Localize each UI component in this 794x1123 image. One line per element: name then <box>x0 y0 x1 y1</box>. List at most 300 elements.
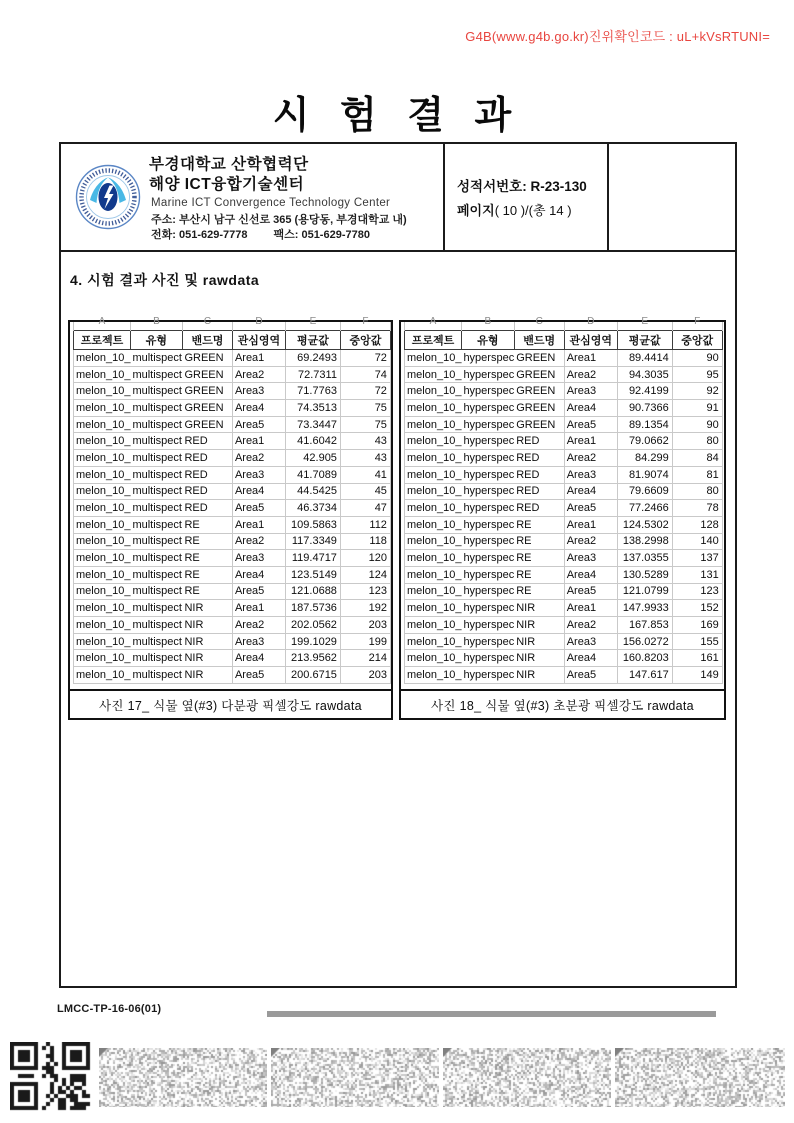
table-cell: melon_10_ <box>405 416 462 433</box>
table-cell: hyperspec <box>461 583 514 600</box>
table-cell: 137 <box>672 550 722 567</box>
table-cell: GREEN <box>182 350 232 367</box>
table-cell: multispect <box>130 600 182 617</box>
table-cell: 81 <box>672 466 722 483</box>
table-cell: 90.7366 <box>617 400 672 417</box>
table-row <box>74 667 391 684</box>
table-cell: hyperspec <box>461 366 514 383</box>
table-cell: melon_10_ <box>74 533 131 550</box>
table-cell: GREEN <box>514 366 564 383</box>
table-cell: NIR <box>514 667 564 684</box>
table-cell: 123 <box>672 583 722 600</box>
table-cell: multispect <box>130 500 182 517</box>
table-cell: 43 <box>340 450 390 467</box>
table-cell: Area1 <box>232 350 285 367</box>
table-cell: 117.3349 <box>285 533 340 550</box>
table-cell: 199.1029 <box>285 633 340 650</box>
table-cell: melon_10_ <box>74 500 131 517</box>
table-cell: Area5 <box>564 583 617 600</box>
table-cell: 72.7311 <box>285 366 340 383</box>
table-cell: melon_10_ <box>405 500 462 517</box>
noise-strip <box>615 1048 785 1107</box>
page-title: 시 험 결 과 <box>272 95 522 137</box>
table-cell: multispect <box>130 416 182 433</box>
table-cell: 92 <box>672 383 722 400</box>
table-cell: 81.9074 <box>617 466 672 483</box>
report-number-cell <box>445 144 609 250</box>
table-cell: 155 <box>672 633 722 650</box>
table-cell: melon_10_ <box>405 516 462 533</box>
table-cell: melon_10_ <box>405 633 462 650</box>
table-row <box>405 566 723 583</box>
table-cell: 202.0562 <box>285 617 340 634</box>
table-cell: RED <box>182 500 232 517</box>
table-cell: hyperspec <box>461 400 514 417</box>
table-cell: melon_10_ <box>405 400 462 417</box>
table-cell: melon_10_ <box>74 466 131 483</box>
table-cell: Area1 <box>232 433 285 450</box>
table-cell: NIR <box>514 617 564 634</box>
table-cell: 214 <box>340 650 390 667</box>
table-cell: 69.2493 <box>285 350 340 367</box>
footer-gray-bar <box>267 1011 716 1017</box>
table-cell: melon_10_ <box>74 600 131 617</box>
table-cell: 161 <box>672 650 722 667</box>
table-cell: hyperspec <box>461 566 514 583</box>
table-row <box>405 400 723 417</box>
table-cell: Area4 <box>564 400 617 417</box>
column-header: 프로젝트 <box>405 331 462 350</box>
table-cell: melon_10_ <box>405 650 462 667</box>
table-row <box>405 416 723 433</box>
table-cell: NIR <box>182 667 232 684</box>
verification-code-text: G4B(www.g4b.go.kr)진위확인코드 : uL+kVsRTUNI= <box>465 29 770 44</box>
table-cell: Area5 <box>564 500 617 517</box>
table-cell: RED <box>514 466 564 483</box>
table-cell: RED <box>514 483 564 500</box>
table-cell: Area1 <box>232 600 285 617</box>
table-cell: 137.0355 <box>617 550 672 567</box>
table-cell: 213.9562 <box>285 650 340 667</box>
table-row <box>74 433 391 450</box>
table-cell: NIR <box>514 650 564 667</box>
table-cell: melon_10_ <box>74 350 131 367</box>
table-row <box>74 383 391 400</box>
column-letter: C <box>182 322 232 331</box>
table-cell: hyperspec <box>461 650 514 667</box>
table-row <box>405 500 723 517</box>
noise-strip <box>99 1048 267 1107</box>
column-header: 중앙값 <box>340 331 390 350</box>
table-cell: Area2 <box>232 533 285 550</box>
table-cell: 123 <box>340 583 390 600</box>
table-cell: 167.853 <box>617 617 672 634</box>
table-cell: GREEN <box>182 366 232 383</box>
table-cell: hyperspec <box>461 617 514 634</box>
table-cell: Area3 <box>564 550 617 567</box>
table-cell: hyperspec <box>461 350 514 367</box>
org-name-kr-2: 해양 ICT융합기술센터 <box>149 175 305 193</box>
table-cell: NIR <box>514 600 564 617</box>
table-cell: 90 <box>672 416 722 433</box>
footer-doc-code: LMCC-TP-16-06(01) <box>57 1003 162 1015</box>
table-cell: hyperspec <box>461 483 514 500</box>
page-number <box>457 200 607 219</box>
table-row <box>405 600 723 617</box>
table-cell: Area2 <box>564 533 617 550</box>
table-cell: multispect <box>130 483 182 500</box>
table-row <box>74 450 391 467</box>
table-cell: 123.5149 <box>285 566 340 583</box>
table-cell: Area1 <box>232 516 285 533</box>
table-cell: 72 <box>340 383 390 400</box>
table-cell: 41.6042 <box>285 433 340 450</box>
table-row <box>74 550 391 567</box>
table-cell: Area2 <box>232 450 285 467</box>
org-name-kr-1: 부경대학교 산학협력단 <box>149 156 309 173</box>
column-header: 유형 <box>130 331 182 350</box>
table-cell: 124.5302 <box>617 516 672 533</box>
table-cell: Area5 <box>564 667 617 684</box>
table-cell: Area3 <box>232 383 285 400</box>
table-cell: 84.299 <box>617 450 672 467</box>
table-row <box>405 516 723 533</box>
table-cell: 156.0272 <box>617 633 672 650</box>
table-cell: GREEN <box>514 416 564 433</box>
section-heading: 4. 시험 결과 사진 및 rawdata <box>70 272 260 288</box>
table-cell: NIR <box>182 600 232 617</box>
table-cell: 147.617 <box>617 667 672 684</box>
table-cell: melon_10_ <box>405 600 462 617</box>
table-cell: melon_10_ <box>74 483 131 500</box>
table-row <box>74 483 391 500</box>
table-caption: 사진 17_ 식물 옆(#3) 다분광 픽셀강도 rawdata <box>70 689 391 718</box>
table-cell: melon_10_ <box>74 583 131 600</box>
table-cell: Area1 <box>564 433 617 450</box>
table-cell: hyperspec <box>461 550 514 567</box>
table-cell: 89.4414 <box>617 350 672 367</box>
table-cell: Area1 <box>564 350 617 367</box>
table-cell: Area5 <box>232 583 285 600</box>
table-row <box>74 617 391 634</box>
table-cell: 199 <box>340 633 390 650</box>
table-cell: 124 <box>340 566 390 583</box>
table-cell: GREEN <box>514 383 564 400</box>
table-cell: hyperspec <box>461 600 514 617</box>
table-cell: RE <box>182 516 232 533</box>
org-name-en: Marine ICT Convergence Technology Center <box>151 196 391 209</box>
table-cell: melon_10_ <box>405 667 462 684</box>
table-cell: melon_10_ <box>405 550 462 567</box>
column-header: 평균값 <box>285 331 340 350</box>
column-header: 관심영역 <box>232 331 285 350</box>
table-row <box>405 633 723 650</box>
table-cell: multispect <box>130 550 182 567</box>
table-cell: melon_10_ <box>405 433 462 450</box>
table-cell: multispect <box>130 533 182 550</box>
table-cell: GREEN <box>182 400 232 417</box>
spreadsheet-table <box>404 316 723 684</box>
table-cell: melon_10_ <box>74 400 131 417</box>
table-cell: Area2 <box>564 366 617 383</box>
table-cell: 112 <box>340 516 390 533</box>
table-cell: 71.7763 <box>285 383 340 400</box>
table-cell: Area5 <box>232 500 285 517</box>
table-row <box>405 366 723 383</box>
table-cell: 169 <box>672 617 722 634</box>
column-letter: B <box>130 322 182 331</box>
table-cell: multispect <box>130 400 182 417</box>
table-cell: 72 <box>340 350 390 367</box>
column-letter: E <box>285 322 340 331</box>
excel-screenshot <box>73 316 391 684</box>
table-cell: 84 <box>672 450 722 467</box>
column-header: 유형 <box>461 331 514 350</box>
table-cell: melon_10_ <box>74 366 131 383</box>
table-cell: melon_10_ <box>74 667 131 684</box>
table-cell: hyperspec <box>461 433 514 450</box>
table-cell: 74.3513 <box>285 400 340 417</box>
table-row <box>74 416 391 433</box>
org-address: 주소: 부산시 남구 신선로 365 (용당동, 부경대학교 내) <box>151 213 407 226</box>
table-row <box>74 466 391 483</box>
table-cell: multispect <box>130 466 182 483</box>
table-cell: melon_10_ <box>405 366 462 383</box>
column-header: 관심영역 <box>564 331 617 350</box>
table-cell: 118 <box>340 533 390 550</box>
column-letter: D <box>564 322 617 331</box>
table-cell: NIR <box>182 633 232 650</box>
table-row <box>405 583 723 600</box>
table-row <box>405 466 723 483</box>
table-cell: 187.5736 <box>285 600 340 617</box>
table-cell: Area1 <box>564 600 617 617</box>
table-cell: hyperspec <box>461 450 514 467</box>
table-cell: Area3 <box>232 466 285 483</box>
table-cell: melon_10_ <box>405 450 462 467</box>
table-cell: 92.4199 <box>617 383 672 400</box>
org-cell <box>61 144 445 250</box>
report-header <box>61 144 735 252</box>
table-cell: 74 <box>340 366 390 383</box>
column-letter: E <box>617 322 672 331</box>
report-frame <box>59 142 737 988</box>
table-cell: 192 <box>340 600 390 617</box>
table-cell: multispect <box>130 650 182 667</box>
table-cell: Area3 <box>232 633 285 650</box>
table-cell: melon_10_ <box>405 466 462 483</box>
table-cell: Area4 <box>232 483 285 500</box>
table-cell: NIR <box>182 617 232 634</box>
table-cell: RE <box>514 516 564 533</box>
table-cell: melon_10_ <box>74 516 131 533</box>
table-cell: 79.6609 <box>617 483 672 500</box>
table-cell: RED <box>182 450 232 467</box>
table-row <box>74 533 391 550</box>
table-cell: Area3 <box>564 383 617 400</box>
table-row <box>405 383 723 400</box>
table-cell: multispect <box>130 366 182 383</box>
table-cell: melon_10_ <box>405 350 462 367</box>
table-cell: multispect <box>130 433 182 450</box>
table-row <box>405 650 723 667</box>
column-header: 중앙값 <box>672 331 722 350</box>
table-cell: melon_10_ <box>74 383 131 400</box>
report-number: 성적서번호: R-23-130 <box>457 179 587 194</box>
column-letter: B <box>461 322 514 331</box>
table-cell: 95 <box>672 366 722 383</box>
table-cell: RE <box>182 583 232 600</box>
table-cell: 128 <box>672 516 722 533</box>
table-cell: multispect <box>130 617 182 634</box>
column-header: 평균값 <box>617 331 672 350</box>
table-cell: Area2 <box>564 617 617 634</box>
table-cell: 119.4717 <box>285 550 340 567</box>
table-cell: hyperspec <box>461 516 514 533</box>
table-cell: 78 <box>672 500 722 517</box>
org-fax: 팩스: 051-629-7780 <box>273 229 370 242</box>
table-cell: melon_10_ <box>405 583 462 600</box>
table-cell: hyperspec <box>461 633 514 650</box>
table-cell: Area4 <box>232 400 285 417</box>
table-cell: 203 <box>340 617 390 634</box>
table-cell: melon_10_ <box>74 566 131 583</box>
qr-code <box>10 1042 92 1112</box>
table-cell: Area4 <box>564 566 617 583</box>
table-cell: 121.0799 <box>617 583 672 600</box>
table-cell: Area3 <box>564 466 617 483</box>
table-cell: 160.8203 <box>617 650 672 667</box>
table-cell: multispect <box>130 633 182 650</box>
table-cell: GREEN <box>182 383 232 400</box>
table-cell: 131 <box>672 566 722 583</box>
column-letter: D <box>232 322 285 331</box>
table-cell: melon_10_ <box>74 433 131 450</box>
table-cell: RED <box>514 450 564 467</box>
table-cell: 200.6715 <box>285 667 340 684</box>
column-letter: F <box>340 322 390 331</box>
table-cell: Area5 <box>232 667 285 684</box>
table-cell: hyperspec <box>461 533 514 550</box>
table-cell: 80 <box>672 433 722 450</box>
table-row <box>405 433 723 450</box>
table-cell: Area5 <box>564 416 617 433</box>
university-logo-icon <box>75 164 141 230</box>
table-row <box>405 533 723 550</box>
table-row <box>74 583 391 600</box>
table-cell: 75 <box>340 416 390 433</box>
table-cell: melon_10_ <box>405 617 462 634</box>
table-row <box>74 400 391 417</box>
noise-strip <box>443 1048 611 1107</box>
table-cell: melon_10_ <box>74 650 131 667</box>
table-cell: melon_10_ <box>74 416 131 433</box>
column-header: 밴드명 <box>514 331 564 350</box>
table-cell: Area3 <box>564 633 617 650</box>
table-cell: melon_10_ <box>74 450 131 467</box>
excel-screenshot <box>404 316 723 684</box>
rawdata-table-hyperspectral <box>399 316 726 720</box>
table-caption: 사진 18_ 식물 옆(#3) 초분광 픽셀강도 rawdata <box>401 689 724 718</box>
org-phone: 전화: 051-629-7778 <box>151 229 248 242</box>
table-cell: GREEN <box>182 416 232 433</box>
table-cell: GREEN <box>514 350 564 367</box>
table-row <box>74 650 391 667</box>
table-cell: NIR <box>514 633 564 650</box>
table-cell: melon_10_ <box>74 633 131 650</box>
table-cell: melon_10_ <box>405 383 462 400</box>
table-cell: 203 <box>340 667 390 684</box>
table-cell: multispect <box>130 350 182 367</box>
table-cell: 46.3734 <box>285 500 340 517</box>
table-cell: 130.5289 <box>617 566 672 583</box>
table-cell: Area4 <box>564 483 617 500</box>
table-row <box>74 516 391 533</box>
table-row <box>405 483 723 500</box>
table-cell: multispect <box>130 667 182 684</box>
table-cell: multispect <box>130 450 182 467</box>
column-letter: A <box>74 322 131 331</box>
table-cell: 120 <box>340 550 390 567</box>
table-cell: 94.3035 <box>617 366 672 383</box>
org-info <box>149 156 439 242</box>
table-cell: melon_10_ <box>405 483 462 500</box>
table-cell: 80 <box>672 483 722 500</box>
table-cell: 73.3447 <box>285 416 340 433</box>
table-cell: RED <box>514 500 564 517</box>
table-cell: multispect <box>130 583 182 600</box>
table-cell: 41 <box>340 466 390 483</box>
table-cell: Area2 <box>232 366 285 383</box>
table-cell: hyperspec <box>461 416 514 433</box>
table-cell: RE <box>182 550 232 567</box>
table-row <box>405 450 723 467</box>
table-cell: NIR <box>182 650 232 667</box>
table-cell: melon_10_ <box>74 617 131 634</box>
table-cell: 44.5425 <box>285 483 340 500</box>
table-cell: GREEN <box>514 400 564 417</box>
table-row <box>74 633 391 650</box>
table-cell: RE <box>514 566 564 583</box>
column-letter: F <box>672 322 722 331</box>
table-row <box>405 667 723 684</box>
table-cell: hyperspec <box>461 500 514 517</box>
table-cell: 47 <box>340 500 390 517</box>
page-number-label: 페이지 <box>457 203 495 218</box>
table-cell: RED <box>182 483 232 500</box>
table-cell: 140 <box>672 533 722 550</box>
table-cell: RED <box>514 433 564 450</box>
table-cell: 121.0688 <box>285 583 340 600</box>
table-cell: 152 <box>672 600 722 617</box>
table-cell: multispect <box>130 516 182 533</box>
table-cell: Area4 <box>564 650 617 667</box>
table-cell: 89.1354 <box>617 416 672 433</box>
table-cell: Area3 <box>232 550 285 567</box>
table-cell: multispect <box>130 566 182 583</box>
table-row <box>74 366 391 383</box>
table-row <box>405 550 723 567</box>
table-cell: 149 <box>672 667 722 684</box>
table-cell: 42.905 <box>285 450 340 467</box>
table-cell: melon_10_ <box>405 566 462 583</box>
table-cell: hyperspec <box>461 383 514 400</box>
table-cell: melon_10_ <box>74 550 131 567</box>
table-cell: 41.7089 <box>285 466 340 483</box>
table-row <box>74 500 391 517</box>
table-cell: multispect <box>130 383 182 400</box>
table-cell: 138.2998 <box>617 533 672 550</box>
